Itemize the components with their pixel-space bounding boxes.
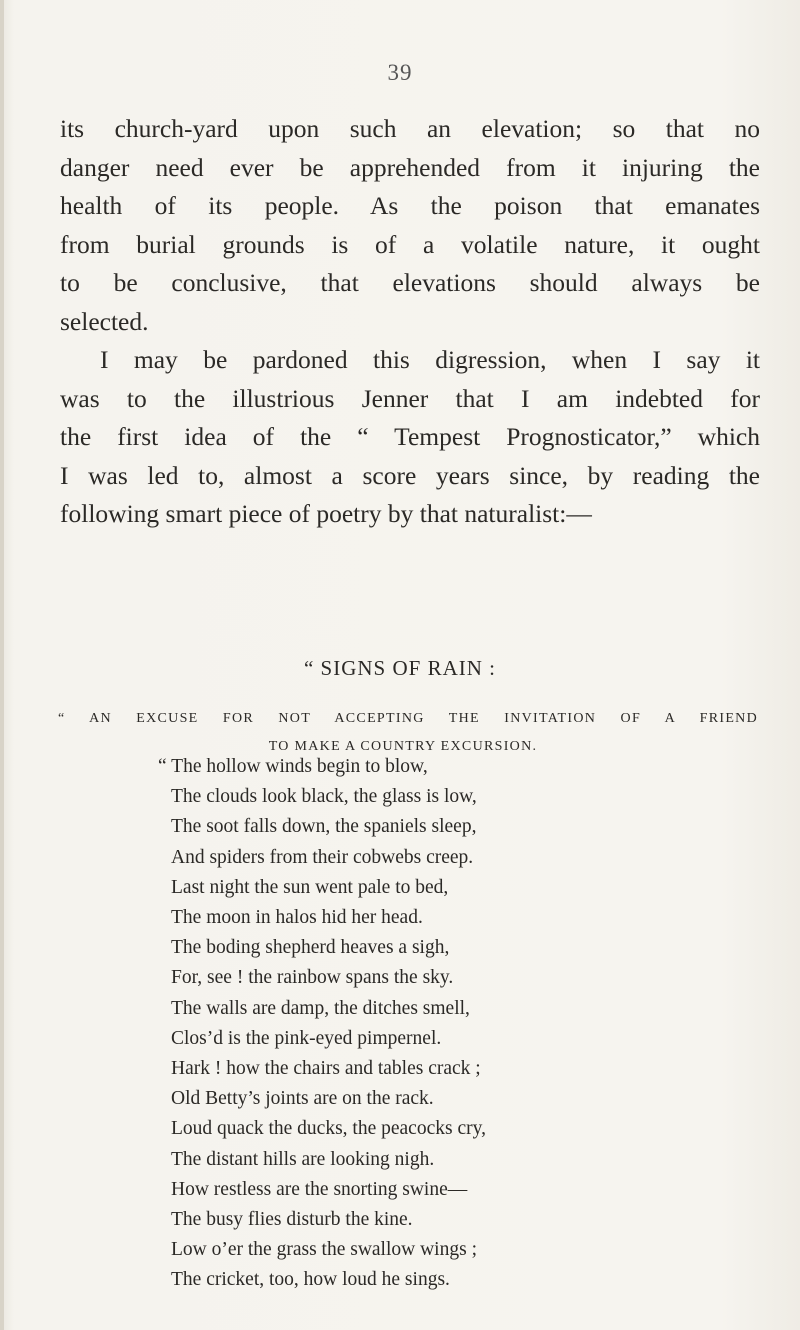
prose-line: selected. xyxy=(60,306,149,336)
prose-line: was to the illustrious Jenner that I am indebted for xyxy=(60,383,760,413)
prose-line: I was led to, almost a score years since, by reading the xyxy=(60,460,760,490)
poem-verse: And spiders from their cobwebs creep. xyxy=(171,846,474,868)
poem-verse: The clouds look black, the glass is low, xyxy=(171,786,477,808)
poem-verse: Last night the sun went pale to bed, xyxy=(171,876,449,898)
poem-verse: Hark ! how the chairs and tables crack ; xyxy=(171,1058,481,1080)
poem-verse: The soot falls down, the spaniels sleep, xyxy=(171,816,477,838)
prose-paragraphs xyxy=(60,110,760,534)
poem-verse: Loud quack the ducks, the peacocks cry, xyxy=(171,1118,486,1140)
poem-verse: For, see ! the rainbow spans the sky. xyxy=(171,967,454,989)
subheading-line: TO MAKE A COUNTRY EXCURSION. xyxy=(268,739,538,754)
poem-verse: The busy flies disturb the kine. xyxy=(171,1209,413,1231)
poem-verse: The boding shepherd heaves a sigh, xyxy=(171,937,450,959)
poem-verse: The cricket, too, how loud he sings. xyxy=(171,1269,450,1291)
poem-verse: “ The hollow winds begin to blow, xyxy=(158,756,428,777)
poem-heading: “ SIGNS OF RAIN : xyxy=(303,656,496,680)
prose-line: the first idea of the “ Tempest Prognosticator,” which xyxy=(60,422,760,451)
poem-verse: Clos’d is the pink-eyed pimpernel. xyxy=(171,1027,442,1049)
poem-verse: The distant hills are looking nigh. xyxy=(171,1148,435,1170)
poem-verse: How restless are the snorting swine— xyxy=(171,1178,468,1200)
prose-line: danger need ever be apprehended from it injuring the xyxy=(60,152,760,182)
poem xyxy=(158,752,771,1296)
poem-verse: Old Betty’s joints are on the rack. xyxy=(171,1088,434,1110)
poem-verse: Low o’er the grass the swallow wings ; xyxy=(171,1239,477,1261)
subheading-line: “ AN EXCUSE FOR NOT ACCEPTING THE INVITATION OF A FRIEND xyxy=(58,711,758,726)
prose-line: from burial grounds is of a volatile nature, it ought xyxy=(60,229,760,259)
prose-line: following smart piece of poetry by that naturalist:— xyxy=(60,499,592,528)
poem-verse: The moon in halos hid her head. xyxy=(171,907,423,929)
poem-verse: The walls are damp, the ditches smell, xyxy=(171,997,470,1019)
prose-line: its church-yard upon such an elevation; so that no xyxy=(60,114,760,143)
page-number: 39 xyxy=(387,60,413,85)
prose-line: to be conclusive, that elevations should always be xyxy=(60,268,760,297)
prose-line: health of its people. As the poison that emanates xyxy=(60,191,760,220)
prose-line: I may be pardoned this digression, when I say it xyxy=(100,345,760,374)
